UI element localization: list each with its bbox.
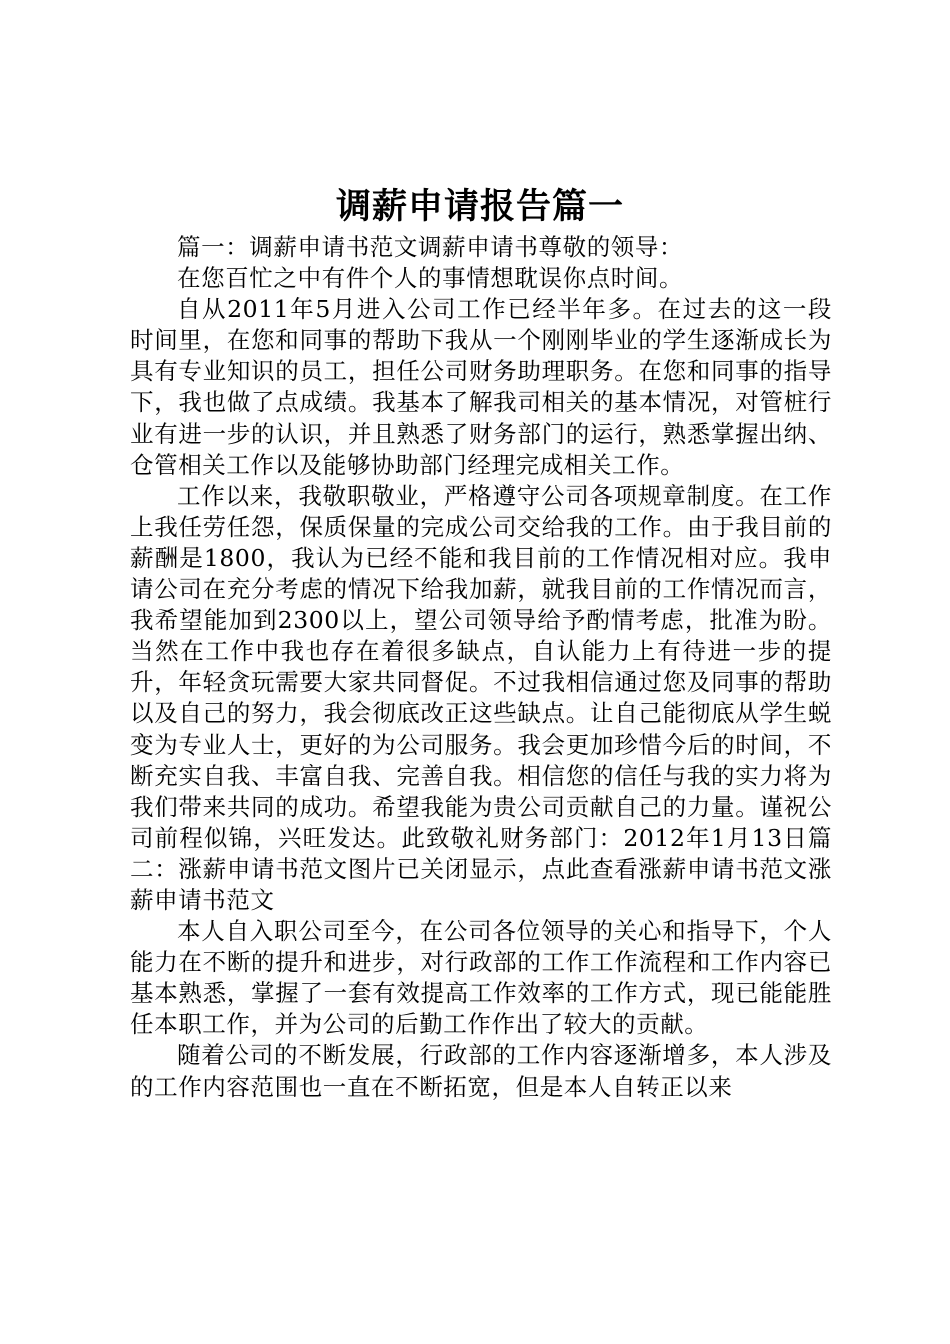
document-title: 调薪申请报告篇一 bbox=[335, 186, 624, 227]
paragraph: 本人自入职公司至今，在公司各位领导的关心和指导下，个人能力在不断的提升和进步，对行政部的工作工作流程和工作内容已基本熟悉，掌握了一套有效提高工作效率的工作方式，现已能能胜任本职工作，并为公司的后勤工作作出了较大的贡献。 bbox=[130, 917, 832, 1039]
paragraph: 工作以来，我敬职敬业，严格遵守公司各项规章制度。在工作上我任劳任怨，保质保量的完成公司交给我的工作。由于我目前的薪酬是1800，我认为已经不能和我目前的工作情况相对应。我申请公司在充分考虑的情况下给我加薪，就我目前的工作情况而言，我希望能加到2300以上，望公司领导给予酌情考虑，批准为盼。当然在工作中我也存在着很多缺点，自认能力上有待进一步的提升，年轻贪玩需要大家共同督促。不过我相信通过您及同事的帮助以及自己的努力，我会彻底改正这些缺点。让自己能彻底从学生蜕变为专业人士，更好的为公司服务。我会更加珍惜今后的时间，不断充实自我、丰富自我、完善自我。相信您的信任与我的实力将为我们带来共同的成功。希望我能为贵公司贡献自己的力量。谨祝公司前程似锦，兴旺发达。此致敬礼财务部门：2012年1月13日篇二：涨薪申请书范文图片已关闭显示，点此查看涨薪申请书范文涨薪申请书范文 bbox=[130, 481, 832, 914]
paragraph: 篇一：调薪申请书范文调薪申请书尊敬的领导： bbox=[177, 233, 684, 261]
paragraph: 随着公司的不断发展，行政部的工作内容逐渐增多，本人涉及的工作内容范围也一直在不断拓宽，但是本人自转正以来 bbox=[130, 1041, 832, 1101]
paragraph: 在您百忙之中有件个人的事情想耽误你点时间。 bbox=[177, 264, 684, 293]
paragraph: 自从2011年5月进入公司工作已经半年多。在过去的这一段时间里，在您和同事的帮助下我从一个刚刚毕业的学生逐渐成长为具有专业知识的员工，担任公司财务助理职务。在您和同事的指导下，我也做了点成绩。我基本了解我司相关的基本情况，对管桩行业有进一步的认识，并且熟悉了财务部门的运行，熟悉掌握出纳、仓管相关工作以及能够协助部门经理完成相关工作。 bbox=[130, 295, 832, 479]
document-body bbox=[130, 232, 832, 1103]
